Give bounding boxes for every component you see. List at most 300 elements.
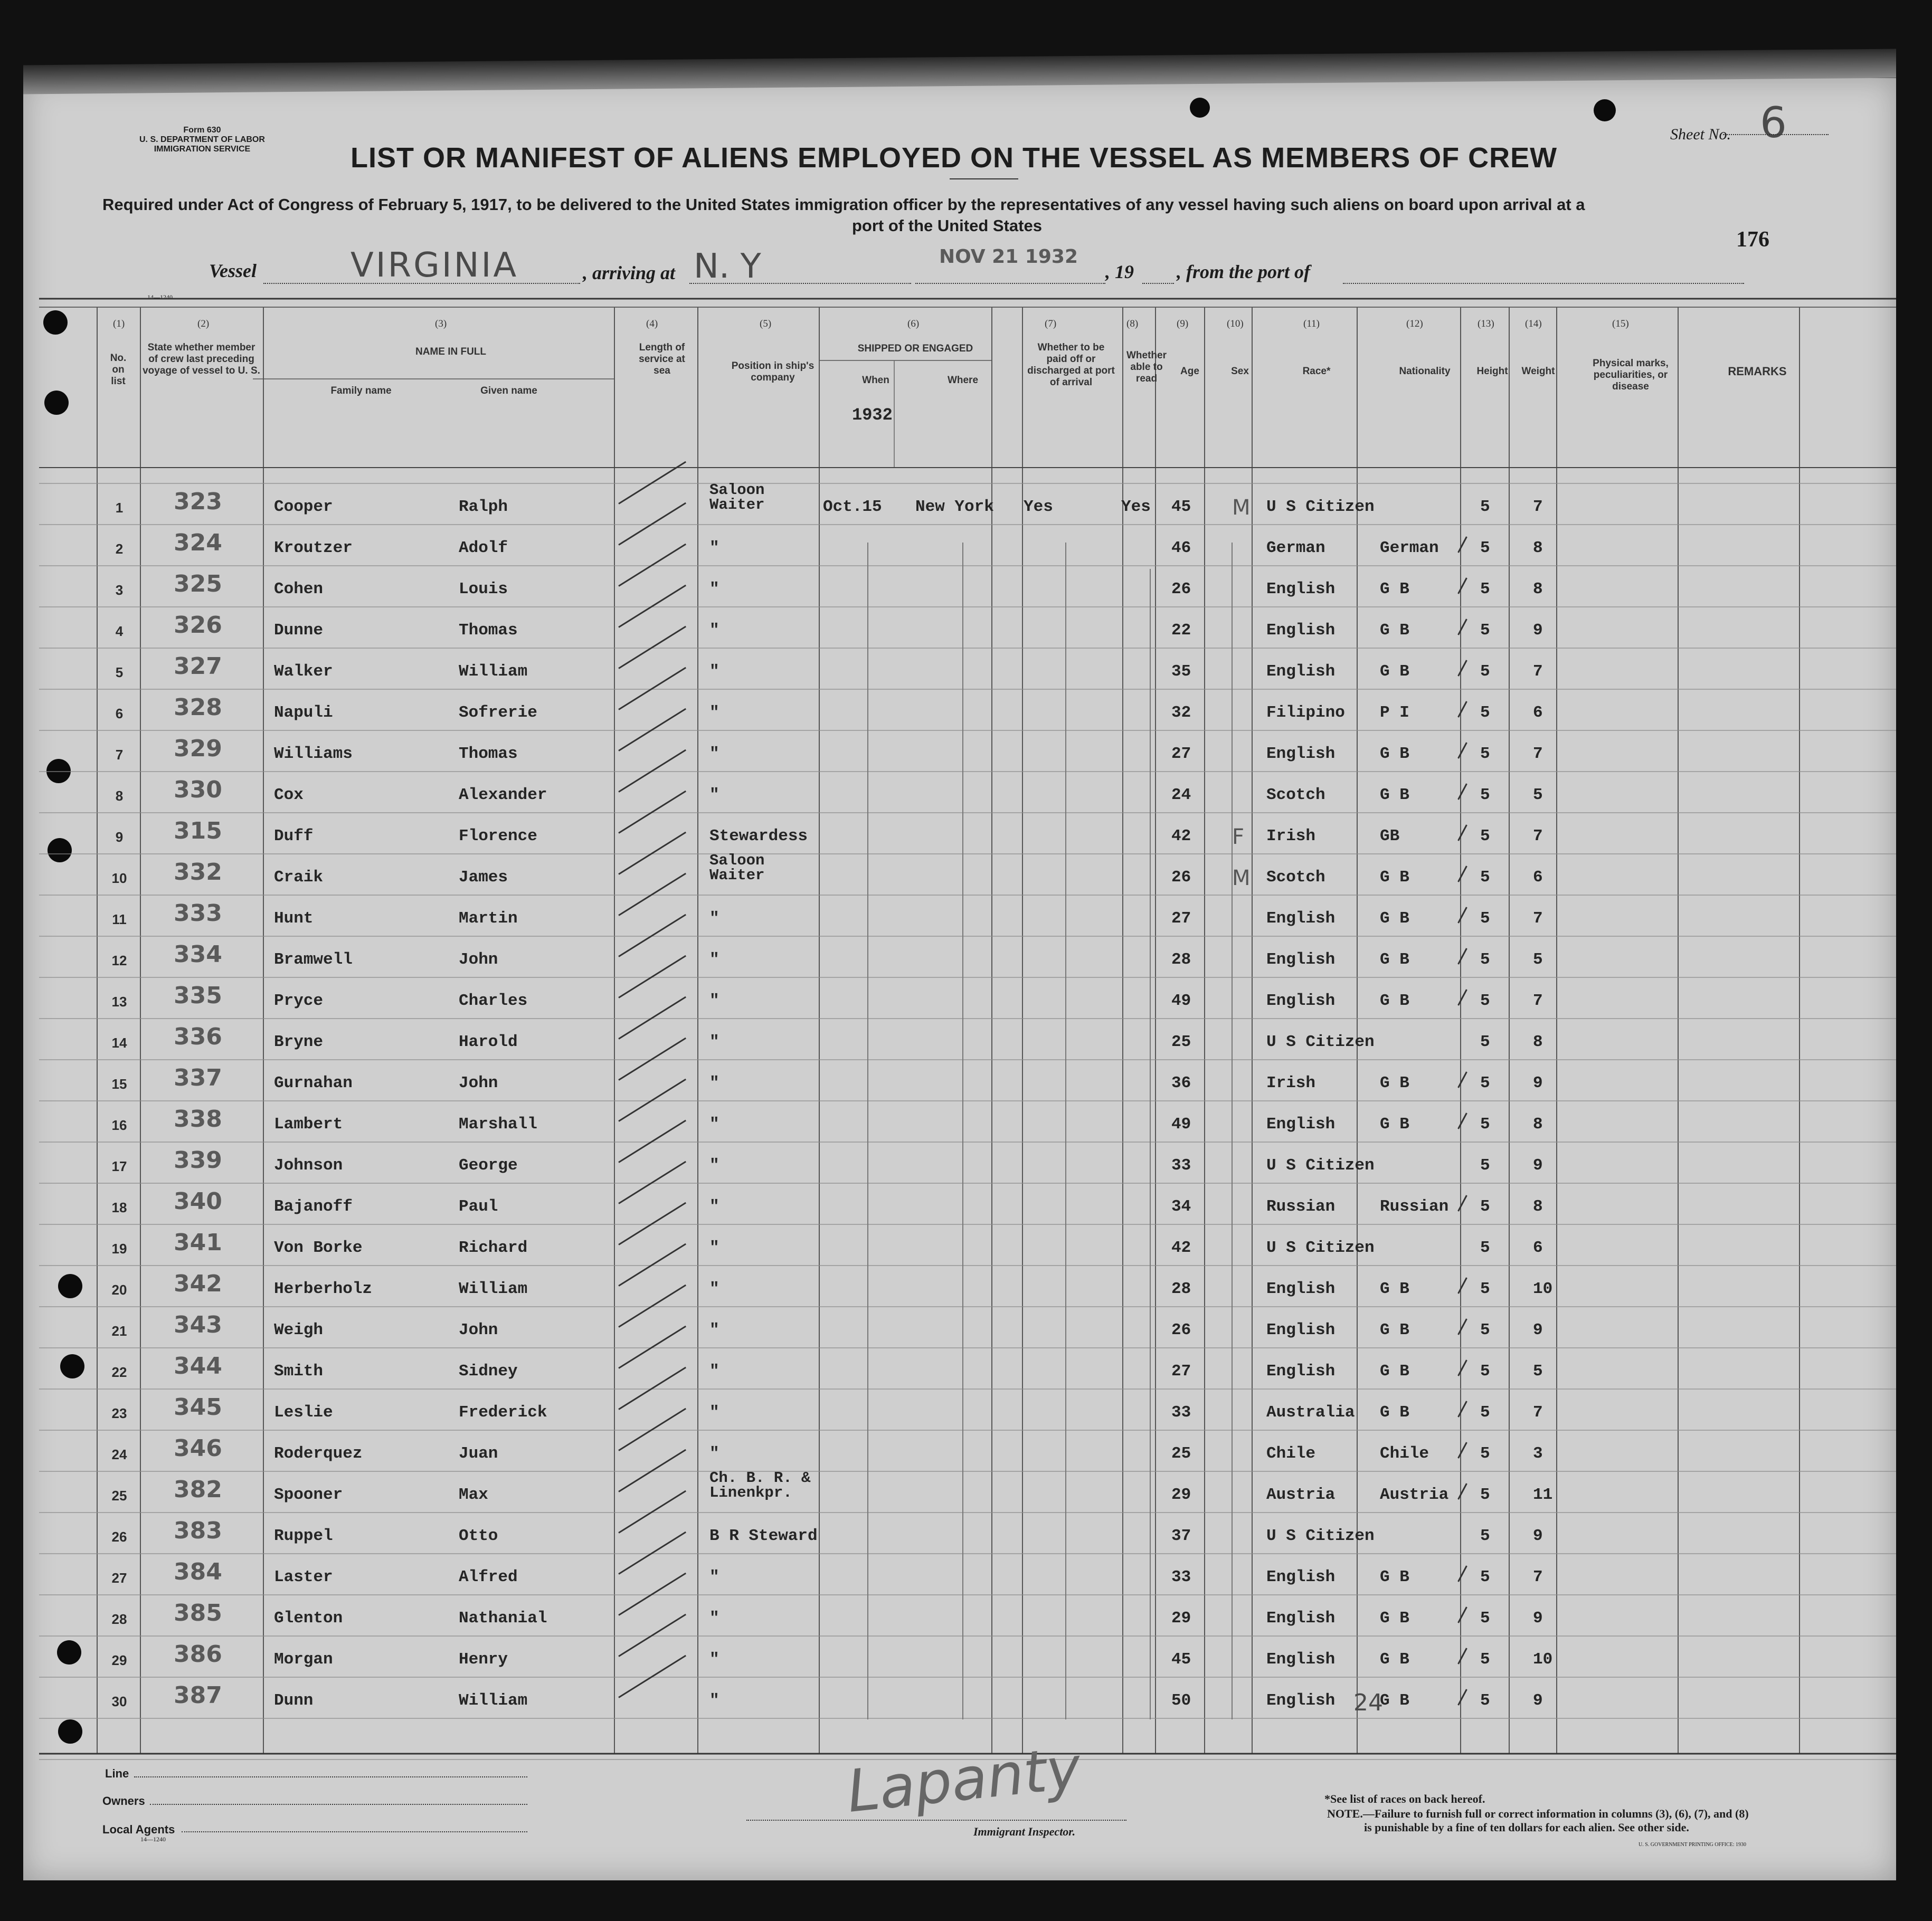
col-number: (1)	[113, 318, 125, 329]
cell-crew: 387	[174, 1682, 222, 1709]
form-number: Form 630	[183, 126, 221, 135]
cell-race: English	[1266, 745, 1336, 763]
tally-mark: 24	[1353, 1689, 1383, 1716]
cell-family: Kroutzer	[274, 539, 353, 557]
cell-position: "	[709, 1280, 719, 1298]
cell-height: 5	[1480, 621, 1490, 640]
arrival-port: N. Y	[694, 247, 761, 286]
cell-family: Cohen	[274, 580, 324, 598]
header-age: Age	[1180, 366, 1199, 377]
cell-age: 33	[1171, 1156, 1191, 1175]
cell-weight: 9	[1533, 1527, 1543, 1545]
cell-position: "	[709, 950, 719, 969]
agents-label: Local Agents	[102, 1823, 175, 1836]
cell-height: 5	[1480, 1156, 1490, 1175]
cell-no: 11	[112, 911, 127, 927]
cell-no: 30	[111, 1694, 127, 1709]
cell-position: "	[709, 786, 719, 804]
service: IMMIGRATION SERVICE	[154, 145, 251, 154]
col-number: (15)	[1612, 318, 1629, 329]
cell-nat: G B	[1380, 1321, 1409, 1339]
cell-crew: 332	[174, 859, 222, 886]
cell-height: 5	[1480, 662, 1490, 681]
cell-age: 37	[1171, 1527, 1191, 1545]
cell-nat: G B	[1380, 1403, 1409, 1422]
cell-family: Dunn	[274, 1691, 314, 1710]
arriving-label: , arriving at	[583, 262, 676, 283]
cell-crew: 341	[174, 1229, 222, 1256]
cell-nat: G B	[1380, 621, 1409, 640]
cell-weight: 6	[1533, 703, 1543, 722]
cell-crew: 325	[174, 570, 222, 597]
cell-given: Marshall	[459, 1115, 537, 1134]
cell-no: 13	[111, 994, 127, 1010]
cell-height: 5	[1480, 1115, 1490, 1134]
cell-given: Sidney	[459, 1362, 518, 1381]
cell-height: 5	[1480, 1074, 1490, 1092]
cell-weight: 7	[1533, 992, 1543, 1010]
cell-height: 5	[1480, 1239, 1490, 1257]
cell-no: 24	[111, 1447, 127, 1462]
cell-family: Williams	[274, 745, 353, 763]
cell-crew: 333	[174, 900, 222, 927]
cell-race: English	[1266, 1650, 1336, 1669]
cell-age: 28	[1171, 1280, 1191, 1298]
cell-position: Stewardess	[709, 827, 808, 845]
cell-given: Paul	[459, 1197, 498, 1216]
cell-no: 25	[111, 1488, 127, 1504]
col-number: (3)	[435, 318, 447, 329]
cell-given: Louis	[459, 580, 508, 598]
cell-nat: G B	[1380, 745, 1409, 763]
inspector-label: Immigrant Inspector.	[973, 1825, 1076, 1838]
cell-given: William	[459, 1280, 528, 1298]
cell-weight: 9	[1533, 1609, 1543, 1628]
vessel-label: Vessel	[209, 260, 257, 281]
cell-age: 26	[1171, 868, 1191, 887]
cell-race: U S Citizen	[1266, 1033, 1375, 1051]
cell-no: 27	[111, 1570, 127, 1586]
cell-height: 5	[1480, 868, 1490, 887]
cell-no: 18	[111, 1200, 127, 1215]
cell-weight: 11	[1533, 1486, 1553, 1504]
cell-position: "	[709, 1115, 719, 1134]
cell-no: 5	[115, 664, 124, 680]
cell-position: "	[709, 1033, 719, 1051]
cell-position: "	[709, 1156, 719, 1175]
cell-family: Hunt	[274, 909, 314, 928]
header-shipped: SHIPPED OR ENGAGED	[857, 343, 973, 354]
cell-race: Scotch	[1266, 786, 1325, 804]
cell-height: 5	[1480, 950, 1490, 969]
cell-weight: 7	[1533, 909, 1543, 928]
header-crew-state: State whether member of crew last preceding voyage of vessel to U. S.	[143, 342, 260, 376]
cell-family: Cox	[274, 786, 304, 804]
cell-family: Laster	[274, 1568, 333, 1586]
cell-position: "	[709, 992, 719, 1010]
cell-weight: 10	[1533, 1650, 1553, 1669]
cell-age: 27	[1171, 745, 1191, 763]
cell-given: John	[459, 1074, 498, 1092]
cell-height: 5	[1480, 909, 1490, 928]
cell-race: English	[1266, 1280, 1336, 1298]
cell-no: 29	[111, 1652, 127, 1668]
cell-height: 5	[1480, 1650, 1490, 1669]
header-length-service: Length of service at sea	[639, 342, 685, 376]
cell-crew: 328	[174, 694, 222, 721]
cell-position: "	[709, 909, 719, 928]
header-no-on-list: No. on list	[110, 353, 127, 387]
cell-given: Harold	[459, 1033, 518, 1051]
cell-height: 5	[1480, 539, 1490, 557]
cell-nat: Russian	[1380, 1197, 1449, 1216]
cell-nat: G B	[1380, 1115, 1409, 1134]
col-number: (9)	[1177, 318, 1189, 329]
cell-family: Leslie	[274, 1403, 333, 1422]
cell-family: Dunne	[274, 621, 324, 640]
cell-crew: 343	[174, 1311, 222, 1338]
cell-position: "	[709, 580, 719, 598]
cell-crew: 327	[174, 653, 222, 680]
cell-when: Oct.15	[823, 498, 882, 516]
cell-family: Spooner	[274, 1486, 343, 1504]
cell-height: 5	[1480, 1609, 1490, 1628]
col-number: (13)	[1478, 318, 1494, 329]
cell-weight: 9	[1533, 1074, 1543, 1092]
cell-height: 5	[1480, 580, 1490, 598]
cell-race: English	[1266, 1568, 1336, 1586]
cell-crew: 329	[174, 735, 222, 762]
cell-position: Saloon Waiter	[709, 852, 765, 884]
cell-height: 5	[1480, 786, 1490, 804]
col-number: (7)	[1045, 318, 1057, 329]
header-height: Height	[1476, 366, 1508, 377]
cell-weight: 7	[1533, 745, 1543, 763]
cell-family: Glenton	[274, 1609, 343, 1628]
cell-nat: G B	[1380, 868, 1409, 887]
subtitle-line1: Required under Act of Congress of February 5, 1917, to be delivered to the United States immigration officer by the representatives of any vessel having such aliens on board upon arrival at a	[102, 195, 1585, 214]
cell-weight: 6	[1533, 868, 1543, 887]
cell-read: Yes	[1121, 498, 1151, 516]
cell-weight: 8	[1533, 1115, 1543, 1134]
cell-age: 27	[1171, 1362, 1191, 1381]
cell-race: English	[1266, 909, 1336, 928]
header-sex: Sex	[1231, 366, 1249, 377]
cell-paid: Yes	[1024, 498, 1053, 516]
cell-nat: G B	[1380, 909, 1409, 928]
cell-given: Martin	[459, 909, 518, 928]
cell-race: Irish	[1266, 827, 1316, 845]
cell-weight: 10	[1533, 1280, 1553, 1298]
cell-position: "	[709, 621, 719, 640]
cell-nat: G B	[1380, 1280, 1409, 1298]
cell-nat: German	[1380, 539, 1439, 557]
cell-height: 5	[1480, 703, 1490, 722]
cell-crew: 384	[174, 1558, 222, 1585]
cell-crew: 346	[174, 1435, 222, 1462]
cell-family: Johnson	[274, 1156, 343, 1175]
cell-no: 20	[111, 1282, 127, 1298]
cell-family: Gurnahan	[274, 1074, 353, 1092]
header-family-name: Family name	[330, 385, 392, 396]
manifest-sheet	[23, 78, 1896, 1880]
cell-crew: 383	[174, 1517, 222, 1544]
cell-race: Irish	[1266, 1074, 1316, 1092]
cell-family: Pryce	[274, 992, 324, 1010]
header-where: Where	[947, 375, 979, 386]
cell-age: 22	[1171, 621, 1191, 640]
cell-crew: 324	[174, 529, 222, 556]
cell-crew: 342	[174, 1270, 222, 1297]
cell-race: U S Citizen	[1266, 498, 1375, 516]
cell-given: Sofrerie	[459, 703, 537, 722]
cell-no: 28	[111, 1611, 127, 1627]
cell-height: 5	[1480, 1362, 1490, 1381]
page-title: LIST OR MANIFEST OF ALIENS EMPLOYED ON THE VESSEL AS MEMBERS OF CREW	[351, 142, 1558, 174]
cell-given: Thomas	[459, 745, 518, 763]
note-penalty-line1: NOTE.—Failure to furnish full or correct information in columns (3), (6), (7), and (8)	[1327, 1807, 1749, 1820]
cell-height: 5	[1480, 498, 1490, 516]
cell-nat: G B	[1380, 662, 1409, 681]
cell-family: Smith	[274, 1362, 324, 1381]
cell-given: Florence	[459, 827, 537, 845]
page-code: 176	[1736, 227, 1769, 252]
cell-height: 5	[1480, 1280, 1490, 1298]
cell-no: 7	[115, 747, 124, 763]
cell-position: "	[709, 1321, 719, 1339]
cell-crew: 323	[174, 488, 222, 515]
cell-height: 5	[1480, 1527, 1490, 1545]
cell-sex: F	[1232, 825, 1245, 849]
cell-age: 35	[1171, 662, 1191, 681]
cell-given: Richard	[459, 1239, 528, 1257]
cell-family: Bryne	[274, 1033, 324, 1051]
cell-position: "	[709, 1691, 719, 1710]
cell-age: 25	[1171, 1033, 1191, 1051]
cell-age: 32	[1171, 703, 1191, 722]
from-port-label: , from the port of	[1177, 261, 1311, 282]
cell-age: 45	[1171, 498, 1191, 516]
inspector-signature: Lapanty	[844, 1734, 1084, 1825]
cell-weight: 9	[1533, 1156, 1543, 1175]
vessel-name: VIRGINIA	[351, 246, 519, 285]
cell-no: 26	[111, 1529, 127, 1545]
cell-weight: 6	[1533, 1239, 1543, 1257]
cell-family: Von Borke	[274, 1239, 363, 1257]
cell-given: Otto	[459, 1527, 498, 1545]
cell-position: "	[709, 539, 719, 557]
cell-no: 19	[111, 1241, 127, 1257]
cell-age: 42	[1171, 827, 1191, 845]
cell-given: Nathanial	[459, 1609, 547, 1628]
note-races: *See list of races on back hereof.	[1324, 1792, 1485, 1805]
year-label: , 19	[1105, 261, 1134, 282]
header-physical: Physical marks, peculiarities, or disease	[1593, 358, 1669, 392]
printing-office: U. S. GOVERNMENT PRINTING OFFICE: 1930	[1639, 1842, 1746, 1848]
cell-race: U S Citizen	[1266, 1239, 1375, 1257]
cell-family: Bramwell	[274, 950, 353, 969]
sheet-number: 6	[1760, 98, 1787, 147]
cell-given: Adolf	[459, 539, 508, 557]
cell-nat: G B	[1380, 992, 1409, 1010]
cell-sex: M	[1232, 866, 1251, 890]
cell-race: Scotch	[1266, 868, 1325, 887]
cell-age: 33	[1171, 1568, 1191, 1586]
cell-given: Alexander	[459, 786, 547, 804]
cell-height: 5	[1480, 1321, 1490, 1339]
note-penalty-line2: is punishable by a fine of ten dollars for each alien. See other side.	[1364, 1821, 1689, 1834]
cell-position: "	[709, 745, 719, 763]
shipped-year: 1932	[852, 405, 893, 425]
col-number: (12)	[1406, 318, 1423, 329]
cell-no: 22	[111, 1364, 127, 1380]
cell-weight: 5	[1533, 1362, 1543, 1381]
cell-race: English	[1266, 1609, 1336, 1628]
cell-weight: 3	[1533, 1444, 1543, 1463]
cell-crew: 326	[174, 612, 222, 639]
cell-no: 21	[111, 1323, 127, 1339]
header-name-in-full: NAME IN FULL	[415, 346, 487, 357]
cell-position: "	[709, 1362, 719, 1381]
cell-age: 49	[1171, 992, 1191, 1010]
cell-height: 5	[1480, 1403, 1490, 1422]
cell-weight: 9	[1533, 621, 1543, 640]
cell-given: William	[459, 662, 528, 681]
cell-nat: G B	[1380, 1650, 1409, 1669]
col-number: (2)	[197, 318, 210, 329]
cell-age: 42	[1171, 1239, 1191, 1257]
cell-race: English	[1266, 950, 1336, 969]
cell-race: English	[1266, 1321, 1336, 1339]
cell-race: Chile	[1266, 1444, 1316, 1463]
col-number: (14)	[1525, 318, 1542, 329]
col-number: (6)	[907, 318, 920, 329]
cell-race: U S Citizen	[1266, 1156, 1375, 1175]
cell-crew: 385	[174, 1600, 222, 1627]
cell-given: Alfred	[459, 1568, 518, 1586]
cell-weight: 8	[1533, 580, 1543, 598]
print-code-top: 14—1240	[147, 293, 173, 301]
cell-given: George	[459, 1156, 518, 1175]
cell-weight: 9	[1533, 1691, 1543, 1710]
header-nationality: Nationality	[1399, 366, 1451, 377]
cell-position: "	[709, 1197, 719, 1216]
cell-nat: P I	[1380, 703, 1409, 722]
department: U. S. DEPARTMENT OF LABOR	[139, 135, 265, 144]
header-given-name: Given name	[480, 385, 537, 396]
cell-crew: 340	[174, 1188, 222, 1215]
date-stamp: NOV 21 1932	[939, 246, 1078, 268]
cell-family: Cooper	[274, 498, 333, 516]
cell-given: Henry	[459, 1650, 508, 1669]
cell-race: U S Citizen	[1266, 1527, 1375, 1545]
cell-nat: G B	[1380, 1362, 1409, 1381]
cell-weight: 7	[1533, 662, 1543, 681]
cell-crew: 338	[174, 1106, 222, 1133]
cell-height: 5	[1480, 992, 1490, 1010]
cell-no: 2	[115, 541, 124, 557]
cell-crew: 337	[174, 1064, 222, 1091]
cell-position: "	[709, 703, 719, 722]
col-number: (10)	[1227, 318, 1244, 329]
cell-given: John	[459, 950, 498, 969]
cell-race: Russian	[1266, 1197, 1336, 1216]
cell-age: 29	[1171, 1486, 1191, 1504]
col-number: (5)	[760, 318, 772, 329]
cell-height: 5	[1480, 1033, 1490, 1051]
header-position: Position in ship's company	[731, 360, 815, 383]
cell-position: "	[709, 1568, 719, 1586]
cell-weight: 5	[1533, 950, 1543, 969]
cell-no: 12	[111, 953, 127, 968]
cell-nat: G B	[1380, 1074, 1409, 1092]
cell-family: Bajanoff	[274, 1197, 353, 1216]
cell-height: 5	[1480, 1197, 1490, 1216]
cell-age: 36	[1171, 1074, 1191, 1092]
cell-weight: 7	[1533, 827, 1543, 845]
cell-crew: 345	[174, 1394, 222, 1421]
cell-age: 45	[1171, 1650, 1191, 1669]
cell-position: "	[709, 1609, 719, 1628]
cell-given: John	[459, 1321, 498, 1339]
cell-given: Charles	[459, 992, 528, 1010]
cell-nat: G B	[1380, 580, 1409, 598]
cell-race: Austria	[1266, 1486, 1336, 1504]
cell-nat: Chile	[1380, 1444, 1429, 1463]
col-number: (4)	[646, 318, 658, 329]
cell-race: English	[1266, 1115, 1336, 1134]
cell-race: Australia	[1266, 1403, 1355, 1422]
cell-crew: 344	[174, 1353, 222, 1380]
cell-given: Ralph	[459, 498, 508, 516]
cell-nat: G B	[1380, 1691, 1409, 1710]
cell-height: 5	[1480, 1568, 1490, 1586]
cell-position: Saloon Waiter	[709, 481, 765, 513]
cell-nat: G B	[1380, 1568, 1409, 1586]
cell-given: Frederick	[459, 1403, 547, 1422]
cell-weight: 8	[1533, 1033, 1543, 1051]
cell-nat: Austria	[1380, 1486, 1449, 1504]
col-number: (8)	[1126, 318, 1139, 329]
cell-weight: 7	[1533, 498, 1543, 516]
cell-nat: G B	[1380, 786, 1409, 804]
header-when: When	[862, 375, 889, 386]
cell-position: "	[709, 1074, 719, 1092]
cell-crew: 335	[174, 982, 222, 1009]
cell-given: James	[459, 868, 508, 887]
cell-height: 5	[1480, 745, 1490, 763]
cell-position: "	[709, 1239, 719, 1257]
cell-family: Morgan	[274, 1650, 333, 1669]
cell-age: 33	[1171, 1403, 1191, 1422]
header-paid-off: Whether to be paid off or discharged at port of arrival	[1027, 342, 1115, 388]
cell-given: Max	[459, 1486, 488, 1504]
line-label: Line	[105, 1767, 129, 1780]
cell-race: German	[1266, 539, 1325, 557]
cell-height: 5	[1480, 1486, 1490, 1504]
cell-age: 29	[1171, 1609, 1191, 1628]
cell-age: 26	[1171, 1321, 1191, 1339]
cell-sex: M	[1232, 496, 1251, 520]
cell-race: English	[1266, 621, 1336, 640]
cell-nat: GB	[1380, 827, 1400, 845]
cell-no: 15	[111, 1076, 127, 1092]
cell-height: 5	[1480, 827, 1490, 845]
cell-no: 1	[115, 500, 124, 516]
cell-age: 50	[1171, 1691, 1191, 1710]
cell-height: 5	[1480, 1691, 1490, 1710]
cell-position: "	[709, 1403, 719, 1422]
